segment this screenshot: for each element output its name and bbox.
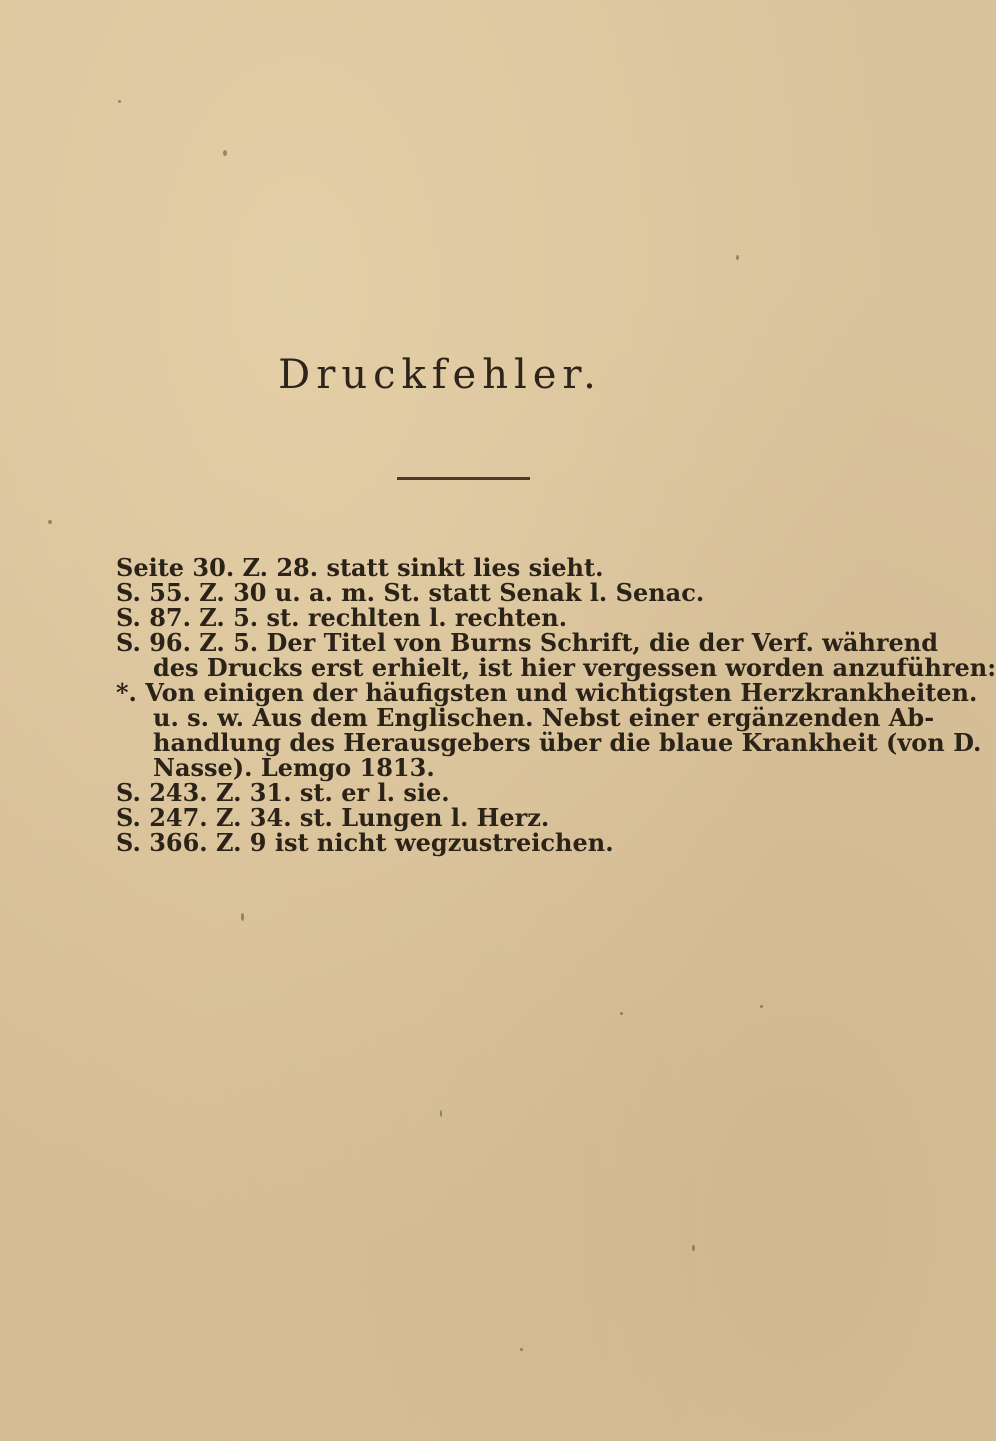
errata-entry-s243	[116, 780, 796, 805]
errata-text: S. 366. Z. 9 ist nicht wegzustreichen.	[116, 828, 614, 857]
errata-text: *. Von einigen der häufigsten und wichtigsten Herzkrankheiten.	[116, 678, 978, 707]
errata-text: S. 243. Z. 31. st. er l. sie.	[116, 778, 450, 807]
errata-text: handlung des Herausgebers über die blaue Krankheit (von D.	[153, 728, 982, 757]
errata-text: Nasse). Lemgo 1813.	[153, 753, 435, 782]
paper-speck	[520, 1348, 523, 1351]
errata-entry-book-title-cont	[116, 755, 796, 780]
errata-entry-s55	[116, 580, 796, 605]
page-title: Druckfehler.	[278, 352, 602, 398]
errata-entry-s96	[116, 628, 939, 657]
title-rule	[397, 477, 530, 480]
errata-text: S. 87. Z. 5. st. rechlten l. rechten.	[116, 603, 568, 632]
errata-text: u. s. w. Aus dem Englischen. Nebst einer ergänzenden Ab-	[153, 703, 935, 732]
paper-speck	[118, 100, 121, 103]
paper-speck	[440, 1110, 442, 1117]
paper-speck	[223, 150, 227, 156]
errata-text: S. 96. Z. 5. Der Titel von Burns Schrift, die der Verf. während	[116, 628, 939, 657]
errata-entry-book-title	[116, 678, 978, 707]
errata-entry-book-title-cont	[116, 703, 935, 732]
errata-entry-s30	[116, 555, 796, 580]
paper-speck	[736, 255, 739, 260]
paper-speck	[760, 1005, 763, 1008]
paper-speck	[620, 1012, 623, 1015]
errata-text: S. 55. Z. 30 u. a. m. St. statt Senak l. Senac.	[116, 578, 705, 607]
errata-text: Seite 30. Z. 28. statt sinkt lies sieht.	[116, 553, 604, 582]
paper-speck	[48, 520, 52, 524]
errata-entry-s366	[116, 830, 796, 855]
errata-text: des Drucks erst erhielt, ist hier vergessen worden anzuführen:	[153, 653, 996, 682]
errata-entry-s247	[116, 805, 796, 830]
errata-text: S. 247. Z. 34. st. Lungen l. Herz.	[116, 803, 550, 832]
errata-entry-s96-cont	[116, 653, 996, 682]
paper-speck	[692, 1245, 695, 1251]
errata-entry-book-title-cont	[116, 728, 982, 757]
errata-list	[116, 553, 996, 857]
errata-entry-s87	[116, 605, 796, 630]
paper-speck	[241, 913, 244, 921]
